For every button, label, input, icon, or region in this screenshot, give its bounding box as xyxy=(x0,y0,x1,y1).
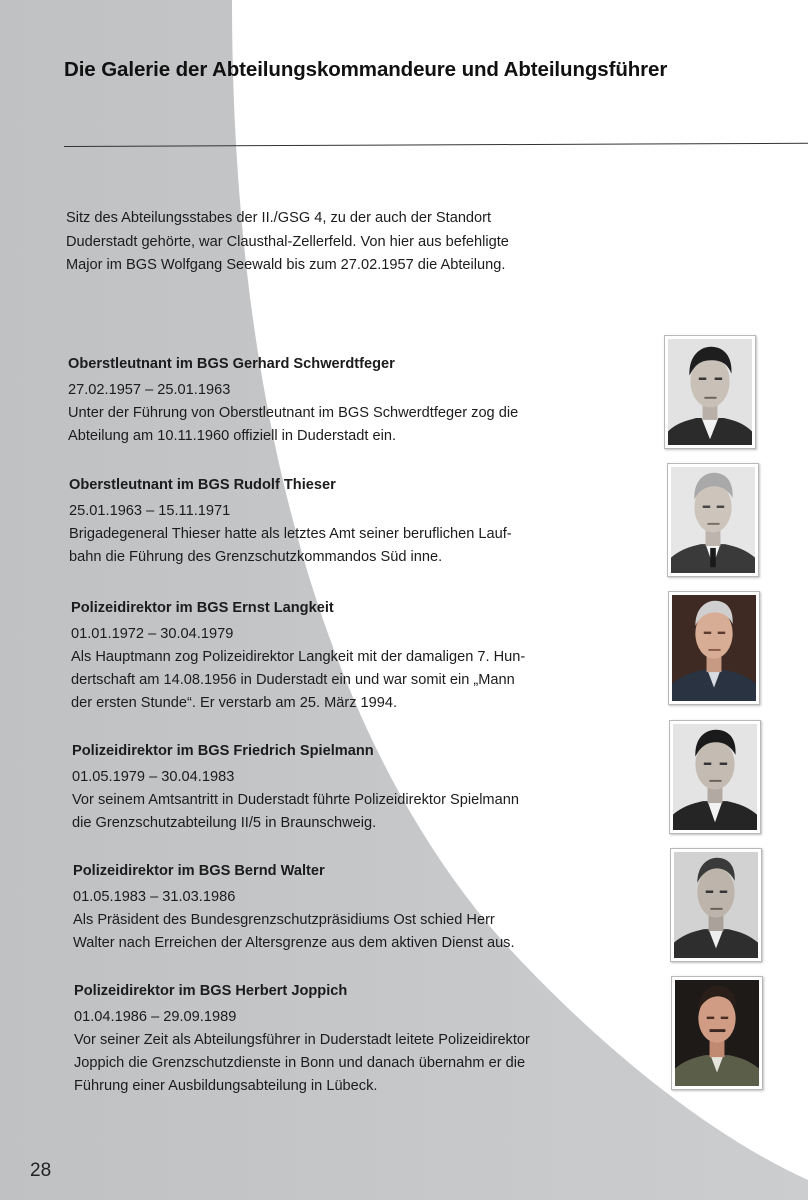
intro-line: Major im BGS Wolfgang Seewald bis zum 27.02.1957 die Abteilung. xyxy=(66,257,506,273)
page-number: 28 xyxy=(30,1160,52,1181)
portrait-photo xyxy=(671,976,763,1090)
commander-name: Oberstleutnant im BGS Gerhard Schwerdtfeger xyxy=(68,356,395,372)
commander-entry xyxy=(69,474,512,569)
portrait-photo xyxy=(667,463,759,577)
commander-description-line: Joppich die Grenzschutzdienste in Bonn und danach übernahm er die xyxy=(74,1055,526,1071)
portrait-photo xyxy=(670,848,762,962)
commander-name: Polizeidirektor im BGS Ernst Langkeit xyxy=(71,600,334,616)
commander-description-line: der ersten Stunde“. Er verstarb am 25. März 1994. xyxy=(71,695,398,711)
portrait-photo xyxy=(668,591,760,705)
commander-entry xyxy=(74,980,530,1098)
commander-name: Polizeidirektor im BGS Bernd Walter xyxy=(73,863,325,879)
commander-description-line: Walter nach Erreichen der Altersgrenze aus dem aktiven Dienst aus. xyxy=(73,935,515,951)
commander-description-line: die Grenzschutzabteilung II/5 in Braunschweig. xyxy=(72,815,377,831)
commander-dates: 27.02.1957 – 25.01.1963 xyxy=(68,382,231,398)
commander-entry xyxy=(72,740,519,835)
commander-dates: 25.01.1963 – 15.11.1971 xyxy=(69,503,231,519)
commander-name: Polizeidirektor im BGS Herbert Joppich xyxy=(74,983,348,999)
intro-line: Sitz des Abteilungsstabes der II./GSG 4, zu der auch der Standort xyxy=(66,210,492,226)
commander-entry xyxy=(71,597,525,715)
commander-description-line: Brigadegeneral Thieser hatte als letztes Amt seiner beruflichen Lauf- xyxy=(69,526,512,542)
commander-entry xyxy=(68,353,518,448)
commander-description-line: dertschaft am 14.08.1956 in Duderstadt ein und war somit ein „Mann xyxy=(71,672,515,688)
page-title: Die Galerie der Abteilungskommandeure und Abteilungsführer xyxy=(64,58,668,81)
commander-description-line: Vor seiner Zeit als Abteilungsführer in Duderstadt leitete Polizeidirektor xyxy=(74,1032,530,1048)
commander-description-line: Unter der Führung von Oberstleutnant im BGS Schwerdtfeger zog die xyxy=(68,405,519,421)
intro-line: Duderstadt gehörte, war Clausthal-Zellerfeld. Von hier aus befehligte xyxy=(66,233,509,250)
commander-name: Oberstleutnant im BGS Rudolf Thieser xyxy=(69,477,336,493)
commander-dates: 01.01.1972 – 30.04.1979 xyxy=(71,626,234,642)
portrait-photo xyxy=(664,335,756,449)
commander-name: Polizeidirektor im BGS Friedrich Spielmann xyxy=(72,743,374,759)
commander-entry xyxy=(73,860,515,955)
commander-dates: 01.05.1979 – 30.04.1983 xyxy=(72,769,235,785)
commander-description-line: Als Hauptmann zog Polizeidirektor Langkeit mit der damaligen 7. Hun- xyxy=(71,649,526,665)
commander-description-line: bahn die Führung des Grenzschutzkommandos Süd inne. xyxy=(69,549,443,565)
commander-description-line: Als Präsident des Bundesgrenzschutzpräsidiums Ost schied Herr xyxy=(73,912,495,928)
commander-dates: 01.04.1986 – 29.09.1989 xyxy=(74,1009,237,1025)
commander-dates: 01.05.1983 – 31.03.1986 xyxy=(73,889,236,905)
portrait-photo xyxy=(669,720,761,834)
commander-description-line: Abteilung am 10.11.1960 offiziell in Duderstadt ein. xyxy=(68,428,397,444)
commander-description-line: Führung einer Ausbildungsabteilung in Lübeck. xyxy=(74,1078,378,1094)
intro-paragraph xyxy=(66,207,586,278)
commander-description-line: Vor seinem Amtsantritt in Duderstadt führte Polizeidirektor Spielmann xyxy=(72,792,519,808)
